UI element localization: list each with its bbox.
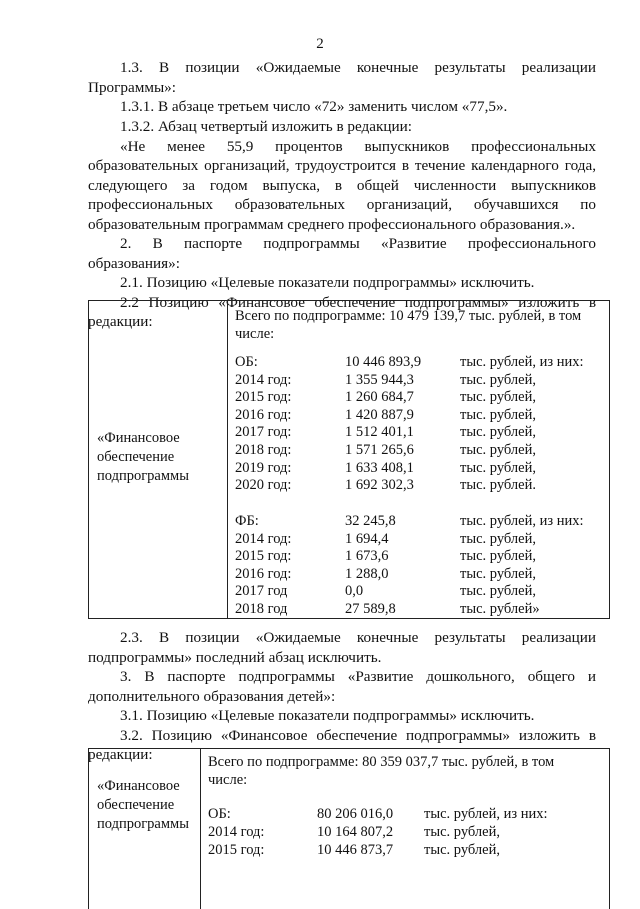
row-year: 2015 год: [208, 842, 265, 858]
row-value: 1 288,0 [345, 565, 389, 582]
label-line: подпрограммы [97, 816, 189, 832]
row-year: 2018 год [235, 601, 288, 617]
row-unit: тыс. рублей, [460, 424, 536, 441]
row-year: ОБ: [235, 354, 258, 370]
row-year: 2014 год: [208, 824, 265, 840]
table-1-label [97, 429, 189, 486]
paragraph-2-cont: образования»: [88, 255, 180, 272]
row-value: 1 571 265,6 [345, 442, 414, 458]
row-unit: тыс. рублей, [424, 824, 500, 840]
row-unit: тыс. рублей, из них: [460, 513, 584, 529]
paragraph-2-2: 2.2 Позицию «Финансовое обеспечение подпрограммы» изложить в [120, 294, 596, 311]
total-line: Всего по подпрограмме: 10 479 139,7 тыс. рублей, в том [235, 308, 582, 324]
total-line: Всего по подпрограмме: 80 359 037,7 тыс. рублей, в том [208, 754, 555, 770]
row-unit: тыс. рублей, [460, 442, 536, 458]
label-line: подпрограммы [97, 468, 189, 484]
table-2-total [208, 753, 554, 789]
table-2-label [97, 777, 189, 834]
row-year: ФБ: [235, 513, 259, 529]
row-unit: тыс. рублей, из них: [424, 806, 548, 822]
finance-table-1 [88, 300, 610, 619]
row-year: 2017 год [235, 583, 288, 600]
paragraph-2-3: 2.3. В позиции «Ожидаемые конечные результаты реализации [120, 629, 596, 646]
table-divider [200, 749, 201, 909]
row-value: 1 692 302,3 [345, 477, 414, 494]
paragraph-2: 2. В паспорте подпрограммы «Развитие профессионального [120, 235, 596, 252]
paragraph-3-1: 3.1. Позицию «Целевые показатели подпрограммы» исключить. [120, 707, 535, 724]
row-year: 2018 год: [235, 442, 292, 458]
quote-line-3: следующего за годом выпуска, в общей численности выпускников [88, 177, 596, 194]
paragraph-3-2: 3.2. Позицию «Финансовое обеспечение подпрограммы» изложить в [120, 727, 596, 744]
row-year: 2015 год: [235, 548, 292, 565]
row-year: ОБ: [208, 806, 231, 822]
page-number: 2 [316, 36, 324, 52]
row-unit: тыс. рублей, [460, 548, 536, 565]
row-value: 1 420 887,9 [345, 406, 414, 423]
row-year: 2014 год: [235, 371, 292, 388]
paragraph-1-3-1: 1.3.1. В абзаце третьем число «72» заменить числом «77,5». [120, 98, 508, 115]
row-value: 0,0 [345, 583, 364, 600]
paragraph-2-2-cont: редакции: [88, 313, 153, 330]
table-1-total [235, 307, 581, 343]
label-line: «Финансовое [97, 430, 180, 446]
row-value: 1 260 684,7 [345, 389, 414, 406]
row-value: 32 245,8 [345, 513, 396, 529]
row-value: 1 355 944,3 [345, 371, 414, 388]
row-value: 27 589,8 [345, 601, 396, 617]
row-unit: тыс. рублей. [460, 477, 536, 494]
row-value: 1 633 408,1 [345, 459, 414, 476]
table-divider [227, 301, 228, 618]
row-value: 1 512 401,1 [345, 424, 414, 441]
row-value: 1 694,4 [345, 530, 389, 547]
quote-line-2: образовательных организаций, трудоустроится в течение календарного года, [88, 157, 596, 174]
quote-line-1: «Не менее 55,9 процентов выпускников профессиональных [120, 138, 596, 155]
row-value: 80 206 016,0 [317, 806, 394, 822]
paragraph-2-1: 2.1. Позицию «Целевые показатели подпрограммы» исключить. [120, 274, 535, 291]
paragraph-3: 3. В паспорте подпрограммы «Развитие дошкольного, общего и [120, 668, 596, 685]
label-line: обеспечение [97, 449, 175, 465]
row-value: 10 446 873,7 [317, 842, 394, 858]
paragraph-1-3-cont: Программы»: [88, 79, 176, 96]
row-value: 10 446 893,9 [345, 354, 422, 370]
row-unit: тыс. рублей, [460, 389, 536, 406]
paragraph-1-3-2: 1.3.2. Абзац четвертый изложить в редакции: [120, 118, 413, 135]
row-year: 2020 год: [235, 477, 292, 494]
row-unit: тыс. рублей, [460, 565, 536, 582]
row-value: 10 164 807,2 [317, 824, 394, 840]
row-unit: тыс. рублей, из них: [460, 354, 584, 370]
row-unit: тыс. рублей, [424, 842, 500, 858]
paragraph-1-3: 1.3. В позиции «Ожидаемые конечные результаты реализации [120, 59, 596, 76]
total-line: числе: [208, 772, 248, 788]
row-unit: тыс. рублей, [460, 406, 536, 423]
label-line: обеспечение [97, 797, 175, 813]
row-unit: тыс. рублей, [460, 530, 536, 547]
total-line: числе: [235, 326, 275, 342]
row-year: 2016 год: [235, 565, 292, 582]
row-unit: тыс. рублей, [460, 371, 536, 388]
row-year: 2016 год: [235, 406, 292, 423]
quote-line-4: профессиональных образовательных организаций, обучавшихся по [88, 196, 596, 213]
paragraph-3-2-cont: редакции: [88, 746, 153, 763]
paragraph-3-cont: дополнительного образования детей»: [88, 688, 336, 705]
row-value: 1 673,6 [345, 548, 389, 565]
paragraph-2-3-cont: подпрограммы» последний абзац исключить. [88, 649, 382, 666]
finance-table-2 [88, 748, 610, 909]
row-unit: тыс. рублей, [460, 583, 536, 600]
quote-line-5: образовательным программам среднего профессионального образования.». [88, 216, 576, 233]
label-line: «Финансовое [97, 778, 180, 794]
row-year: 2015 год: [235, 389, 292, 406]
row-year: 2017 год: [235, 424, 292, 441]
row-year: 2019 год: [235, 459, 292, 476]
row-unit: тыс. рублей» [460, 601, 540, 617]
row-year: 2014 год: [235, 530, 292, 547]
row-unit: тыс. рублей, [460, 459, 536, 476]
